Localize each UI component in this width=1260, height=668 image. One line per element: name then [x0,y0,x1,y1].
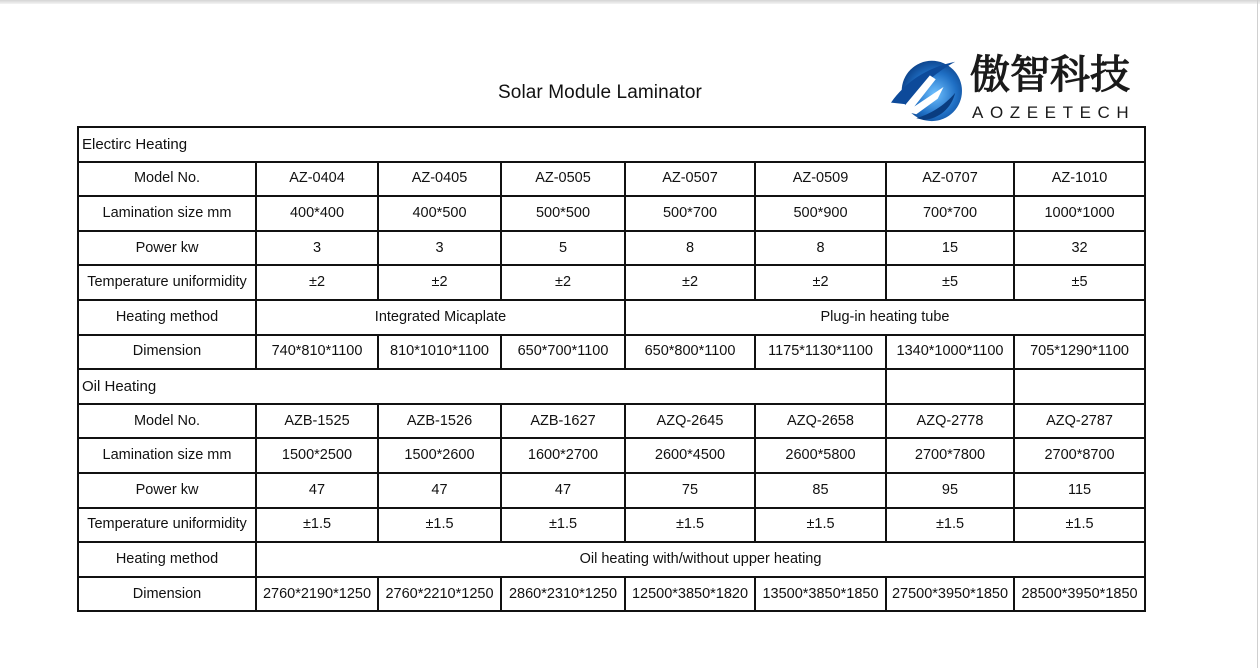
table-cell: 2700*7800 [886,438,1014,473]
logo-chinese-name: 傲智科技 [970,52,1130,98]
table-cell: ±1.5 [755,508,886,543]
table-cell: ±1.5 [256,508,378,543]
table-cell: ±5 [1014,265,1145,300]
table-cell: 47 [378,473,501,508]
table-cell: AZ-0405 [378,162,501,197]
table-row-dimension [78,577,1145,612]
table-cell: ±2 [378,265,501,300]
row-label: Heating method [78,542,256,577]
table-cell: 95 [886,473,1014,508]
table-cell: 75 [625,473,755,508]
table-cell: ±2 [501,265,625,300]
table-cell: 500*700 [625,196,755,231]
swoosh-globe-logo-icon [886,54,966,124]
table-cell: 32 [1014,231,1145,266]
table-cell: AZ-0507 [625,162,755,197]
table-cell: 400*500 [378,196,501,231]
table-cell: 2600*5800 [755,438,886,473]
table-cell: ±2 [256,265,378,300]
table-cell: 2700*8700 [1014,438,1145,473]
row-label: Temperature uniformidity [78,265,256,300]
document-title: Solar Module Laminator [498,82,702,103]
table-cell: 8 [625,231,755,266]
table-cell: 500*500 [501,196,625,231]
row-label: Heating method [78,300,256,335]
table-cell: ±1.5 [501,508,625,543]
table-cell: 1000*1000 [1014,196,1145,231]
table-cell: 700*700 [886,196,1014,231]
table-cell: AZB-1627 [501,404,625,439]
table-row [78,508,1145,543]
section-label-oil-heating: Oil Heating [78,369,886,404]
table-row-dimension [78,335,1145,370]
table-cell: ±2 [755,265,886,300]
table-row [78,473,1145,508]
table-cell: AZ-0505 [501,162,625,197]
row-label: Model No. [78,162,256,197]
table-cell: 2760*2210*1250 [378,577,501,612]
specification-table-body [78,127,1145,611]
table-cell: 85 [755,473,886,508]
table-cell: ±1.5 [625,508,755,543]
table-cell: 2600*4500 [625,438,755,473]
table-cell: 740*810*1100 [256,335,378,370]
table-row [78,438,1145,473]
table-cell: 1600*2700 [501,438,625,473]
table-cell: AZQ-2778 [886,404,1014,439]
table-cell: ±1.5 [1014,508,1145,543]
table-cell: 2760*2190*1250 [256,577,378,612]
table-cell: 400*400 [256,196,378,231]
table-cell: ±1.5 [378,508,501,543]
table-cell: 28500*3950*1850 [1014,577,1145,612]
table-cell: 47 [501,473,625,508]
table-cell: 47 [256,473,378,508]
row-label: Power kw [78,231,256,266]
specification-table [77,126,1146,612]
row-label: Model No. [78,404,256,439]
table-cell: 1175*1130*1100 [755,335,886,370]
table-cell: 5 [501,231,625,266]
table-cell: 650*800*1100 [625,335,755,370]
table-cell: ±1.5 [886,508,1014,543]
table-cell: AZB-1526 [378,404,501,439]
table-cell: 1500*2600 [378,438,501,473]
row-label: Power kw [78,473,256,508]
table-row [78,265,1145,300]
table-cell: AZ-1010 [1014,162,1145,197]
row-label: Dimension [78,335,256,370]
heating-method-micaplate: Integrated Micaplate [256,300,625,335]
table-row-heating-method [78,542,1145,577]
row-label: Dimension [78,577,256,612]
table-cell: 500*900 [755,196,886,231]
table-cell: 15 [886,231,1014,266]
table-cell: AZ-0707 [886,162,1014,197]
table-cell: 27500*3950*1850 [886,577,1014,612]
table-cell: AZ-0509 [755,162,886,197]
table-cell: 8 [755,231,886,266]
table-row [78,404,1145,439]
table-row [78,196,1145,231]
table-cell: ±2 [625,265,755,300]
table-row-heating-method [78,300,1145,335]
empty-cell [886,369,1014,404]
heating-method-plug-in-tube: Plug-in heating tube [625,300,1145,335]
window-top-edge [0,0,1260,4]
row-label: Lamination size mm [78,196,256,231]
table-cell: AZ-0404 [256,162,378,197]
table-row [78,162,1145,197]
row-label: Lamination size mm [78,438,256,473]
table-cell: AZQ-2787 [1014,404,1145,439]
section-label-electric-heating: Electirc Heating [78,127,1145,162]
empty-cell [1014,369,1145,404]
table-cell: 1500*2500 [256,438,378,473]
table-cell: 650*700*1100 [501,335,625,370]
table-cell: 12500*3850*1820 [625,577,755,612]
table-cell: AZB-1525 [256,404,378,439]
table-cell: ±5 [886,265,1014,300]
window-right-edge [1257,0,1258,668]
table-row [78,231,1145,266]
logo-english-name: AOZEETECH [972,103,1136,122]
company-logo [886,52,1148,124]
table-cell: 13500*3850*1850 [755,577,886,612]
table-cell: 115 [1014,473,1145,508]
table-cell: 810*1010*1100 [378,335,501,370]
table-cell: AZQ-2645 [625,404,755,439]
table-cell: 1340*1000*1100 [886,335,1014,370]
table-cell: 705*1290*1100 [1014,335,1145,370]
table-cell: 3 [256,231,378,266]
heating-method-oil: Oil heating with/without upper heating [256,542,1145,577]
table-cell: 2860*2310*1250 [501,577,625,612]
table-cell: 3 [378,231,501,266]
section-row-oil-heating [78,369,1145,404]
row-label: Temperature uniformidity [78,508,256,543]
table-cell: AZQ-2658 [755,404,886,439]
section-row-electric-heating [78,127,1145,162]
